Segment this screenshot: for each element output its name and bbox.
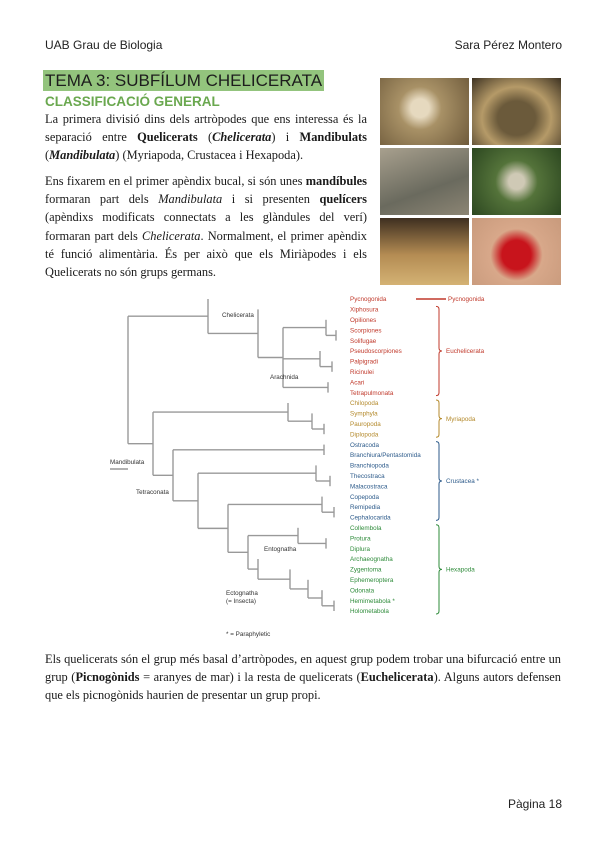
para2-segment: mandíbules [305,174,367,188]
para2-segment: formaran part dels [45,192,159,207]
bracket-euchelicerata [436,306,442,395]
sea-spider-photo [380,78,469,145]
group-label-pycnogonida: Pycnogonida [448,296,485,304]
taxon-label: Cephalocarida [350,514,391,522]
group-label-crustacea: Crustacea * [446,478,479,486]
clade-label-arachnida: Arachnida [270,374,299,381]
paragraph-intro [45,110,367,165]
taxon-label: Branchiura/Pentastomida [350,452,421,460]
clade-label-tetraconata: Tetraconata [136,489,169,496]
taxon-label: Scorpiones [350,327,382,335]
bracket-hexapoda [436,525,442,614]
red-mite-photo [472,218,561,285]
taxon-label: Odonata [350,587,375,595]
taxon-label: Pseudoscorpiones [350,348,402,356]
page-number: Pàgina 18 [507,797,562,811]
para3-segment: ). Alguns autors defensen que els picnogònids haurien de presentar un grup propi. [45,670,561,703]
taxon-label: Pauropoda [350,421,381,428]
taxon-label: Tetrapulmonata [350,389,394,397]
para2-segment: Ens fixarem en el primer apèndix bucal, si són unes [45,174,306,188]
taxon-label: Symphyla [350,410,378,418]
para2-segment: quelícers [319,192,367,207]
para1-segment: Quelicerats [137,130,198,145]
scorpion-photo [380,218,469,285]
bracket-crustacea [436,442,442,521]
taxon-label: Xiphosura [350,306,379,314]
taxon-label: Thecostraca [350,473,385,480]
paragraph-basal-chelicerates [45,650,561,705]
para1-segment: ) i [271,130,300,145]
taxon-label: Ricinulei [350,369,374,376]
taxon-label: Diplopoda [350,431,379,439]
bracket-myriapoda [436,400,442,437]
para1-segment: Chelicerata [212,130,272,145]
taxon-label: Zygentoma [350,566,382,574]
horseshoe-crab-photo [472,78,561,145]
taxon-label: Diplura [350,545,370,553]
section-subtitle: CLASSIFICACIÓ GENERAL [45,94,220,109]
para3-segment: = aranyes de mar) i la resta de quelicerats ( [139,670,361,685]
taxon-label: Chilopoda [350,400,379,408]
para1-segment: Mandibulats [299,130,367,145]
taxon-label: Branchiopoda [350,462,389,470]
taxon-label: Holometabola [350,608,389,616]
para2-segment: i si presenten [222,192,320,207]
para2-segment: . Normalment, el primer apèndix té funció alimentària. És per això que els Miriàpodes i els Quelicerats no són grups germans. [45,228,367,280]
clade-label-entognatha: Entognatha [264,546,297,553]
taxon-label: Copepoda [350,493,380,501]
para3-segment: Picnogònids [75,670,140,685]
para3-segment: Euchelicerata [360,670,434,685]
para2-segment: Mandibulata [158,192,223,207]
para1-segment: ) (Myriapoda, Crustacea i Hexapoda). [115,148,304,163]
taxon-label: Ephemeroptera [350,577,394,584]
group-label-hexapoda: Hexapoda [446,566,475,574]
para3-segment: Els quelicerats són el grup més basal d’artròpodes, en aquest grup podem trobar una bifurcació entre un grup ( [45,652,561,685]
para1-segment: Mandibulata [49,148,116,163]
taxon-label: Acari [350,379,365,387]
taxon-label: Ostracoda [350,441,380,449]
taxon-label: Pycnogonida [350,296,387,304]
page-title: TEMA 3: SUBFÍLUM CHELICERATA [45,71,323,90]
taxon-label: Remipedia [350,504,381,512]
taxon-label: Archaeognatha [350,556,393,564]
para1-segment: La primera divisió dins dels artròpodes que ens interessa és la separació entre [45,112,367,145]
para1-segment: ( [45,148,50,163]
group-label-euchelicerata: Euchelicerata [446,348,485,356]
header-course: UAB Grau de Biologia [45,38,163,52]
taxon-label: Palpigradi [350,358,379,366]
taxon-label: Opiliones [350,317,377,324]
phylogenetic-tree [98,289,510,641]
header-author: Sara Pérez Montero [454,38,562,52]
group-label-myriapoda: Myriapoda [446,415,476,423]
taxon-label: Solifugae [350,337,377,345]
taxon-label: Collembola [350,525,382,532]
para2-segment: Chelicerata [142,228,201,243]
tree-legend: * = Paraphyletic [226,631,271,638]
scorpion-fossil-photo [380,148,469,215]
taxon-label: Malacostraca [350,483,388,491]
para1-segment: ( [197,130,213,145]
clade-label-ectognatha-insecta: (= Insecta) [226,598,256,605]
paragraph-mouthparts [45,172,367,281]
clade-label-ectognatha: Ectognatha [226,590,258,597]
para2-segment: (apèndixs modificats connectats a les glàndules del verí) formaran part dels [45,210,367,243]
taxon-label: Protura [350,535,371,543]
clade-label-chelicerata: Chelicerata [222,312,254,319]
taxon-label: Hemimetabola * [350,597,395,605]
spider-photo [472,148,561,215]
clade-label-mandibulata: Mandibulata [110,459,145,466]
arthropod-photo-grid [380,78,562,286]
